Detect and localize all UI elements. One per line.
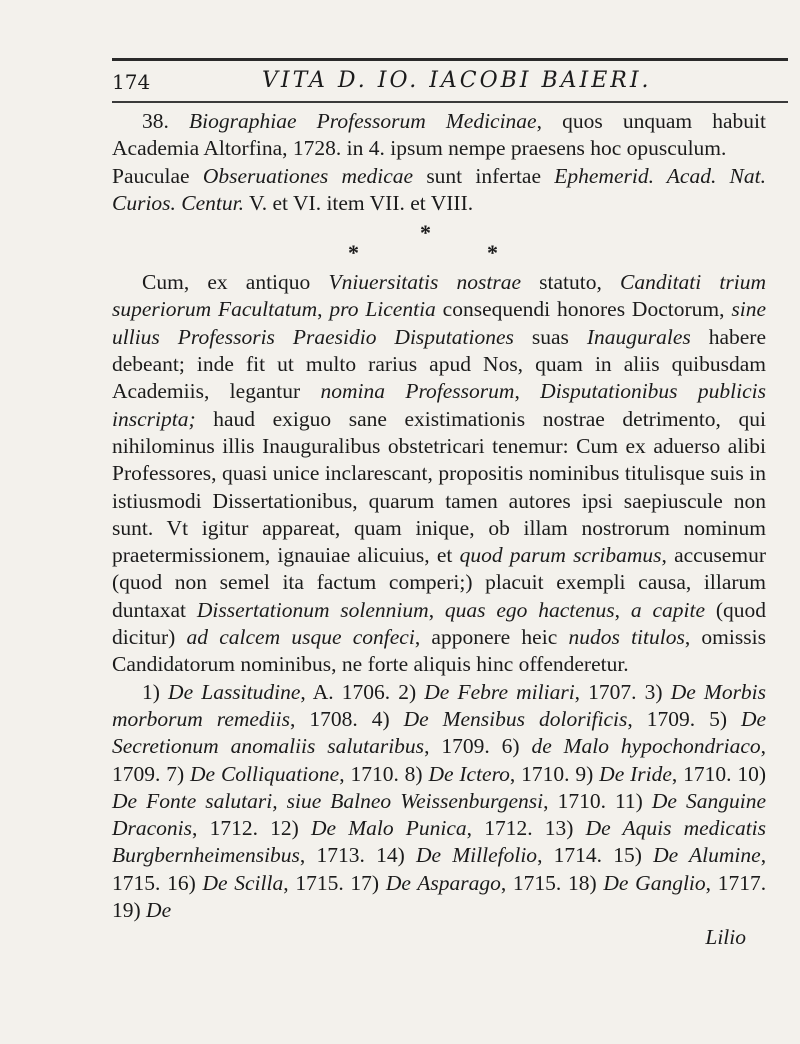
work-title: Biographiae Professorum Medicinae bbox=[189, 109, 537, 133]
dissertation-year: 1717. bbox=[717, 870, 767, 895]
dissertation-number: 11) bbox=[614, 788, 643, 813]
text-run: , apponere heic bbox=[414, 625, 569, 650]
asterisk-ornament: * bbox=[487, 240, 498, 266]
dissertation-title: De Colliquatione bbox=[190, 761, 340, 786]
text-run: , bbox=[614, 597, 631, 622]
dissertation-title: De Scilla bbox=[202, 870, 284, 895]
running-head: VITA D. IO. IACOBI BAIERI. bbox=[262, 68, 652, 93]
italic-run: ad calcem usque confeci bbox=[186, 625, 415, 650]
dissertation-year: 1709. bbox=[112, 761, 161, 786]
dissertation-entry: 14) De Millefolio, 1714. bbox=[376, 843, 603, 868]
paragraph-cum bbox=[112, 269, 766, 678]
catchword: Lilio bbox=[705, 925, 746, 950]
italic-run: pro Licentia bbox=[329, 297, 436, 322]
dissertation-year: 1709. bbox=[646, 706, 696, 731]
dissertation-year: 1712. bbox=[484, 816, 533, 841]
dissertation-number: 9) bbox=[575, 761, 594, 786]
dissertation-year: 1710. bbox=[683, 761, 732, 786]
dissertation-list bbox=[112, 679, 766, 925]
dissertation-entry: 4) De Mensibus dolorificis, 1709. bbox=[371, 706, 696, 731]
dissertation-title: De Fonte salutari, siue Balneo Weissenburgensi bbox=[112, 788, 544, 813]
italic-run: Vniuersitatis nostrae bbox=[328, 270, 521, 295]
dissertation-title: De Morbis morborum remediis bbox=[112, 679, 767, 731]
item-number: 38. bbox=[142, 109, 169, 133]
dissertation-entry: 5) De Secretionum anomaliis salutaribus, 1709. bbox=[112, 706, 767, 759]
dissertation-year: 1715. bbox=[295, 870, 344, 895]
text-run: habere debeant; inde fit ut multo rarius apud Nos, quam in aliis quibusdam Academiis, legantur bbox=[112, 324, 766, 404]
dissertation-year: 1712. bbox=[209, 816, 258, 841]
italic-run: nomina Professorum bbox=[320, 379, 515, 404]
dissertation-number: 16) bbox=[167, 870, 196, 895]
dissertation-number: 6) bbox=[501, 734, 520, 759]
italic-run: nudos titulos bbox=[568, 625, 685, 650]
dissertation-title: De Mensibus dolorificis bbox=[403, 706, 628, 731]
dissertation-title: De Secretionum anomaliis salutaribus bbox=[112, 706, 767, 759]
dissertation-number: 3) bbox=[644, 679, 663, 704]
italic-run: Dissertationum solennium bbox=[196, 597, 429, 622]
dissertation-title: De Iride bbox=[599, 761, 672, 786]
text-run: , accusemur (quod non semel ita factum comperi;) placuit exempli causa, illarum duntaxat bbox=[112, 543, 766, 622]
text-run: , bbox=[317, 297, 330, 322]
dissertation-entry: 7) De Colliquatione, 1710. bbox=[166, 761, 399, 786]
paragraph-text: , quos unquam habuit Academia Altorfina, 1728. in 4. ipsum nempe praesens hoc opusculum. bbox=[112, 109, 767, 161]
dissertation-year: 1709. bbox=[441, 734, 490, 759]
dissertation-number: 5) bbox=[709, 706, 727, 731]
dissertation-entry: 2) De Febre miliari, 1707. bbox=[398, 679, 637, 704]
dissertation-entry: 6) de Malo hypochondriaco, 1709. bbox=[112, 734, 767, 786]
page-header bbox=[112, 66, 772, 100]
dissertation-number: 12) bbox=[270, 816, 299, 841]
dissertation-year: 1707. bbox=[588, 679, 637, 704]
dissertation-year: 1710. bbox=[521, 761, 570, 786]
dissertation-title: De bbox=[146, 898, 172, 923]
dissertation-title: De Alumine bbox=[653, 843, 761, 868]
dissertation-entry: 12) De Malo Punica, 1712. bbox=[270, 816, 533, 841]
dissertation-entry: 10) De Fonte salutari, siue Balneo Weissenburgensi, 1710. bbox=[112, 761, 767, 813]
dissertation-entry: 18) De Ganglio, 1717. bbox=[568, 870, 767, 895]
italic-run: Disputationibus publicis inscripta; bbox=[112, 379, 766, 431]
asterisk-ornament: * bbox=[348, 240, 359, 266]
dissertation-title: De Ictero bbox=[428, 761, 510, 786]
dissertation-number: 15) bbox=[613, 843, 642, 868]
dissertation-number: 10) bbox=[737, 761, 767, 786]
dissertation-entry: 9) De Iride, 1710. bbox=[575, 761, 732, 786]
text-run: , omissis Candidatorum nominibus, ne forte aliquis hinc offenderetur. bbox=[112, 625, 766, 677]
dissertation-year: 1714. bbox=[553, 843, 603, 868]
text-run: (quod dicitur) bbox=[112, 597, 766, 650]
dissertation-entry: 16) De Scilla, 1715. bbox=[167, 870, 344, 895]
dissertation-year: A. 1706. bbox=[312, 679, 391, 704]
dissertation-number: 2) bbox=[398, 679, 417, 704]
dissertation-title: De Febre miliari bbox=[424, 679, 575, 704]
dissertation-entry: 13) De Aquis medicatis Burgbernheimensibus, 1713. bbox=[112, 816, 767, 868]
dissertation-year: 1708. bbox=[309, 706, 358, 731]
dissertation-number: 1) bbox=[142, 679, 160, 704]
dissertation-title: De Sanguine Draconis bbox=[112, 788, 767, 841]
dissertation-entry: 15) De Alumine, 1715. bbox=[112, 843, 767, 895]
dissertation-title: De Lassitudine bbox=[168, 679, 301, 704]
italic-run: Canditati trium superiorum Facultatum bbox=[112, 270, 766, 322]
dissertation-title: De Malo Punica bbox=[310, 816, 467, 841]
text-run: V. et VI. item VII. et VIII. bbox=[244, 190, 474, 215]
dissertation-year: 1710. bbox=[557, 788, 606, 813]
dissertation-number: 17) bbox=[350, 870, 380, 895]
dissertation-number: 19) bbox=[112, 898, 141, 923]
text-run: consequendi honores Doctorum, bbox=[435, 297, 732, 322]
dissertation-number: 13) bbox=[544, 816, 574, 841]
dissertation-entry: 1) De Lassitudine, A. 1706. bbox=[142, 679, 391, 704]
dissertation-title: De Ganglio bbox=[603, 870, 706, 895]
dissertation-year: 1715. bbox=[512, 870, 562, 895]
dissertation-number: 14) bbox=[376, 843, 405, 868]
dissertation-entry: 17) De Asparago, 1715. bbox=[350, 870, 562, 895]
text-run: suas bbox=[513, 324, 587, 349]
italic-run: a capite bbox=[630, 597, 705, 622]
italic-run: Obseruationes medicae bbox=[202, 163, 414, 188]
dissertation-year: 1713. bbox=[316, 843, 365, 868]
dissertation-number: 18) bbox=[568, 870, 597, 895]
asterism bbox=[112, 217, 766, 267]
header-rule bbox=[112, 101, 788, 103]
text-run: , bbox=[514, 379, 541, 404]
body-text bbox=[112, 108, 766, 952]
italic-run: Ephemerid. Acad. Nat. Curios. Centur. bbox=[112, 163, 766, 215]
page-number: 174 bbox=[112, 70, 151, 94]
top-rule bbox=[112, 58, 788, 61]
dissertation-number: 8) bbox=[404, 761, 423, 786]
dissertation-entry bbox=[112, 898, 171, 922]
dissertation-title: De Millefolio bbox=[415, 843, 538, 868]
dissertation-title: de Malo hypochondriaco bbox=[531, 734, 761, 759]
dissertation-number: 4) bbox=[371, 706, 390, 731]
asterisk-ornament: * bbox=[420, 220, 431, 246]
dissertation-number: 7) bbox=[166, 761, 185, 786]
italic-run: Inaugurales bbox=[586, 324, 691, 349]
dissertation-year: 1710. bbox=[350, 761, 399, 786]
text-run: Pauculae bbox=[112, 163, 203, 188]
italic-run: quod parum scribamus bbox=[459, 543, 662, 568]
text-run: haud exiguo sane existimationis nostrae detrimento, qui nihilominus illis Inauguralibus obstetricari tenemur: Cum ex aduerso alibi Professores, quasi unice inclarescant, propositis nominibus titulisque suis in istiusmodi Dissertationibus, quarum tamen autores ipsi saepiuscule non sunt. Vt igitur appareat, quam inique, ob illam nostrorum nominum praetermissionem, ignauiae alicuius, et bbox=[112, 406, 766, 568]
text-run: sunt infertae bbox=[413, 163, 555, 188]
italic-run: sine ullius Professoris Praesidio Disputationes bbox=[112, 297, 766, 349]
dissertation-title: De Asparago bbox=[385, 870, 501, 895]
text-run: statuto, bbox=[520, 270, 620, 295]
dissertation-entry: 11) De Sanguine Draconis, 1712. bbox=[112, 788, 767, 841]
paragraph-observationes bbox=[112, 163, 766, 218]
dissertation-year: 1715. bbox=[112, 870, 161, 895]
dissertation-entry: 8) De Ictero, 1710. bbox=[404, 761, 570, 786]
dissertation-entry: 3) De Morbis morborum remediis, 1708. bbox=[112, 679, 767, 731]
dissertation-title: De Aquis medicatis Burgbernheimensibus bbox=[112, 816, 767, 868]
paragraph-38 bbox=[112, 108, 766, 163]
text-run: , bbox=[428, 597, 445, 622]
text-run: Cum, ex antiquo bbox=[142, 270, 329, 295]
italic-run: quas ego hactenus bbox=[444, 597, 615, 622]
